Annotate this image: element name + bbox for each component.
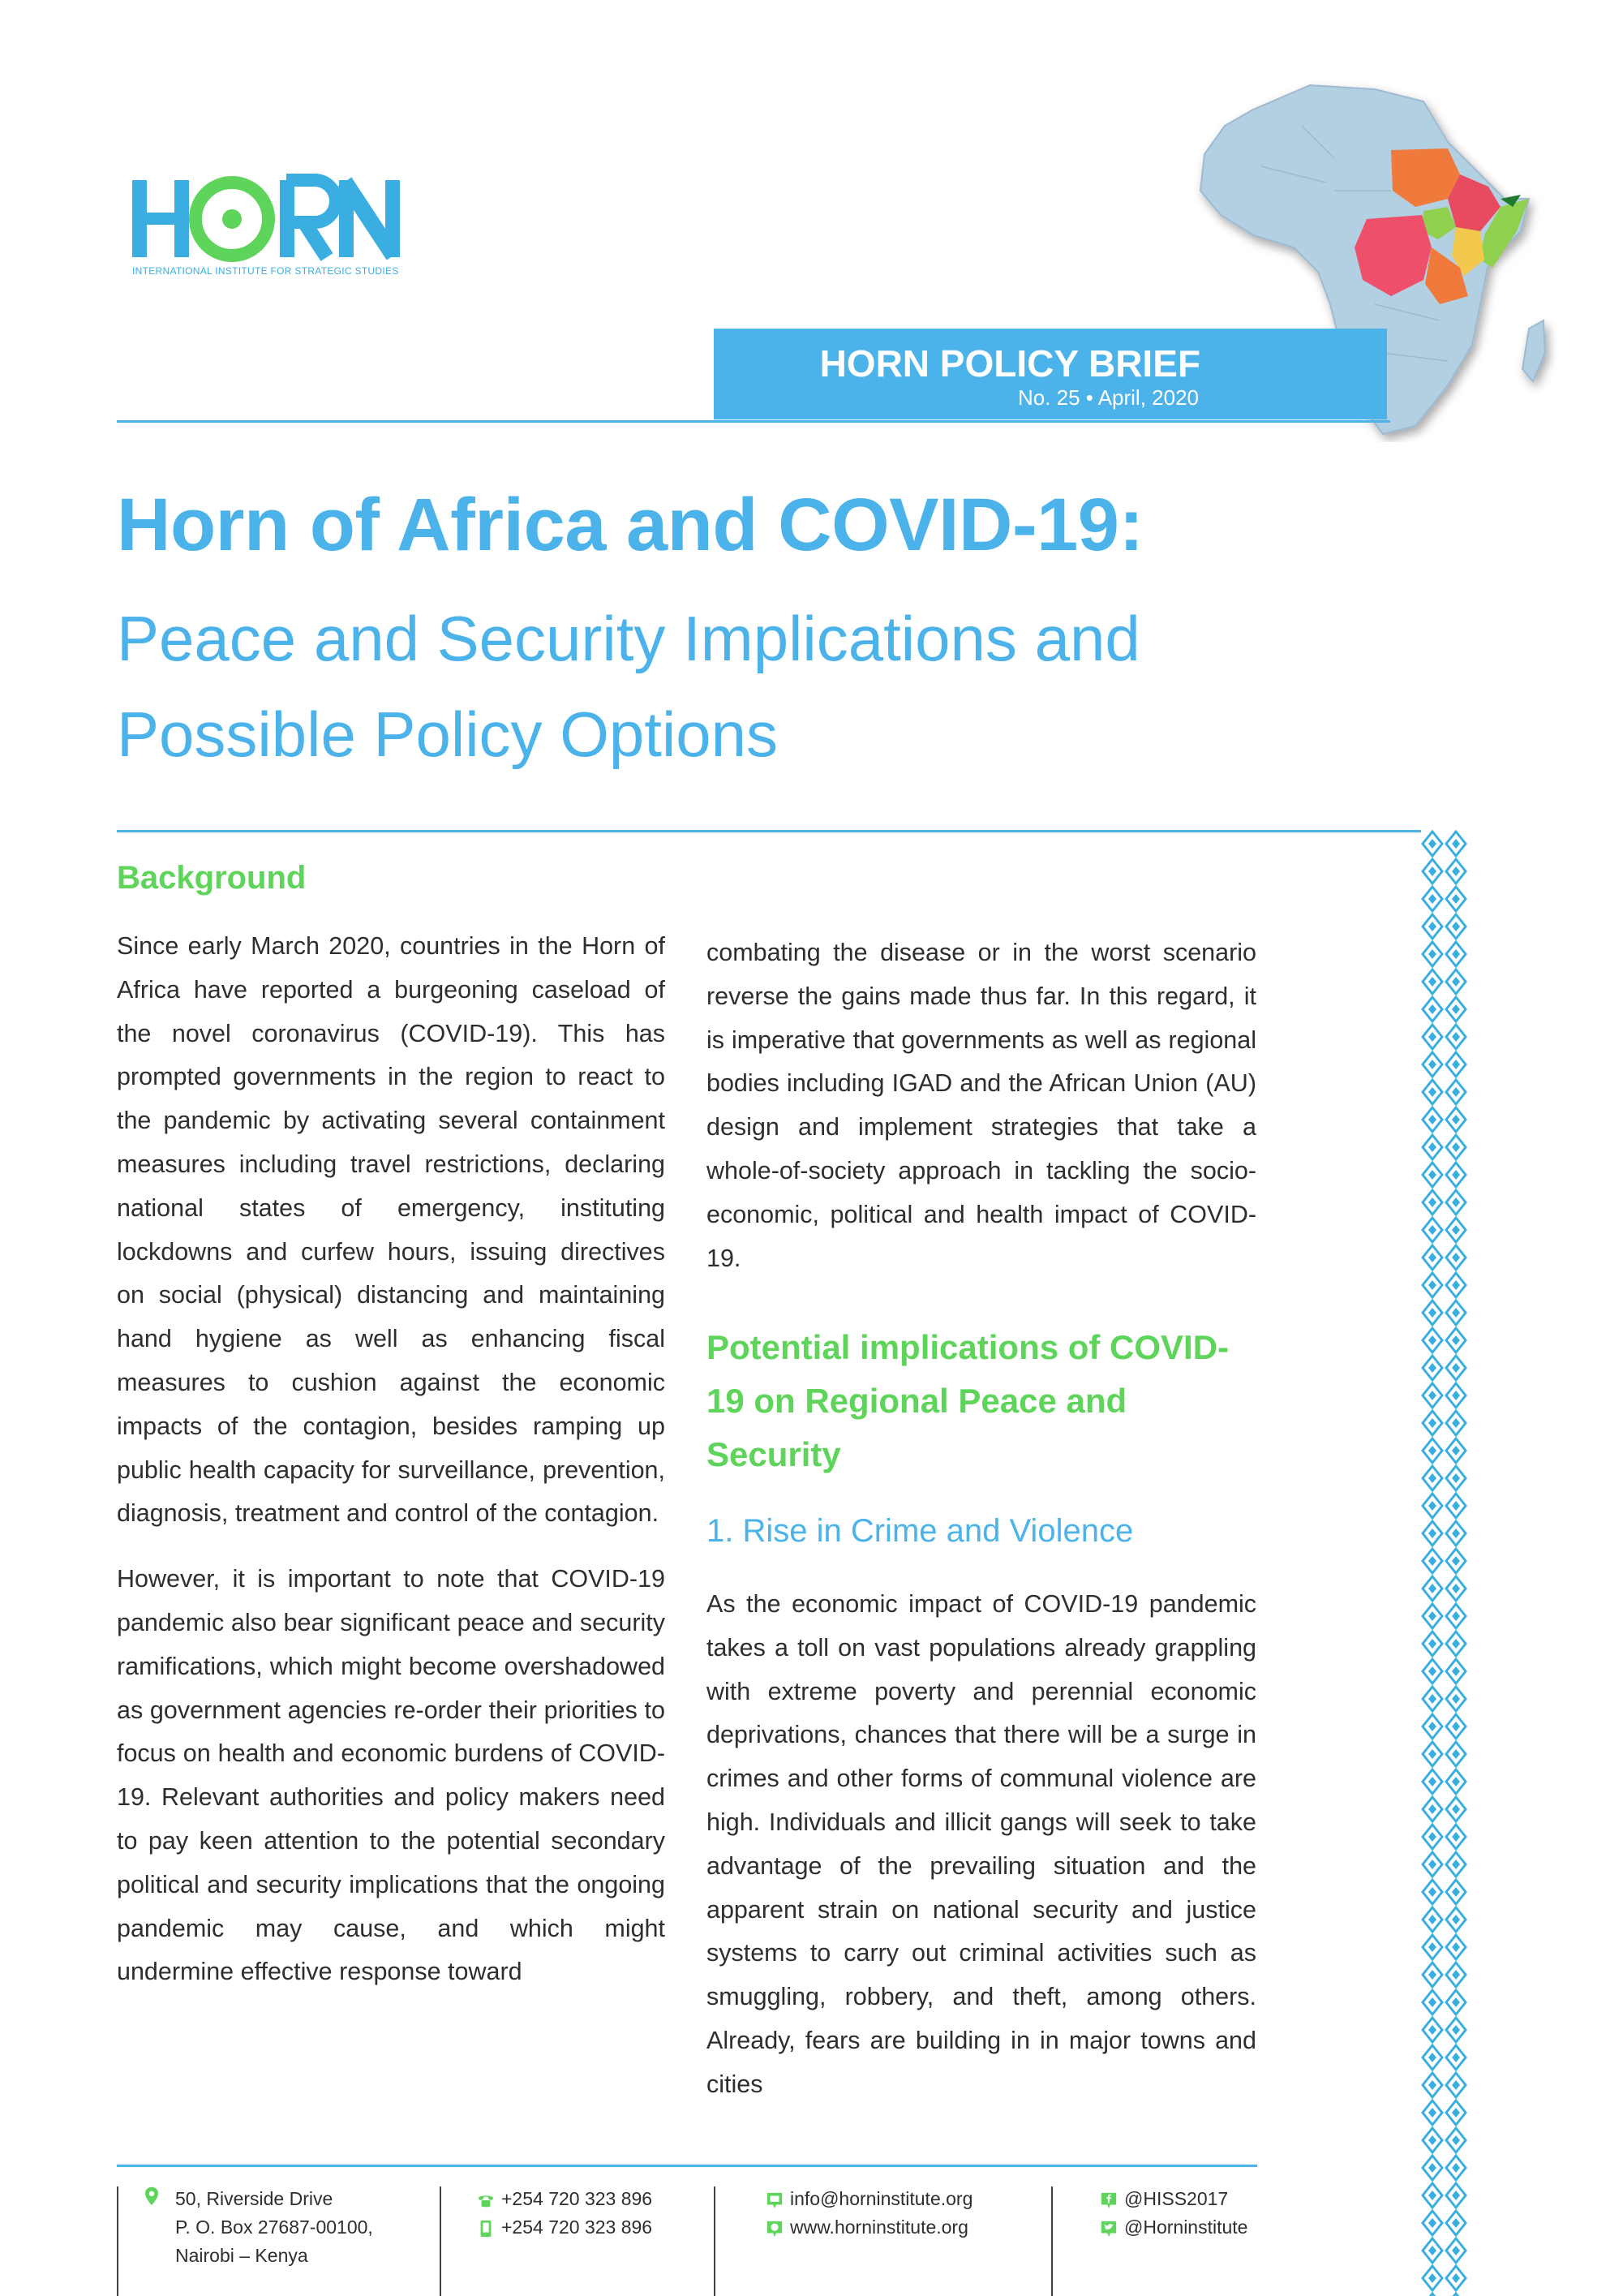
- logo-tagline: INTERNATIONAL INSTITUTE FOR STRATEGIC STUDIES: [132, 265, 399, 277]
- policy-brief-title: HORN POLICY BRIEF: [819, 342, 1200, 385]
- horn-logo-mark: [132, 172, 400, 269]
- email-link[interactable]: info@horninstitute.org: [790, 2188, 973, 2209]
- footer-separator: [117, 2186, 118, 2296]
- facebook-handle[interactable]: @HISS2017: [1124, 2188, 1229, 2209]
- section-divider: [117, 830, 1447, 832]
- website-link[interactable]: www.horninstitute.org: [790, 2216, 968, 2238]
- address-line-3: Nairobi – Kenya: [175, 2245, 308, 2266]
- twitter-icon: [1100, 2219, 1118, 2238]
- footer-social: [1100, 2185, 1247, 2242]
- phone-number-2[interactable]: +254 720 323 896: [501, 2216, 653, 2238]
- background-paragraph-2-continued: combating the disease or in the worst scenario reverse the gains made thus far. In this regard, it is imperative that governments as well as regional bodies including IGAD and the African Union (AU) design and implement strategies that take a whole-of-society approach in tackling the socio-economic, political and health impact of COVID-19.: [706, 939, 1256, 1272]
- footer-divider: [117, 2165, 1257, 2167]
- background-paragraph-2: However, it is important to note that COVID-19 pandemic also bear significant peace and security ramifications, which might become overshadowed as government agencies re-order their priorities to focus on health and economic burdens of COVID-19. Relevant authorities and policy makers need to pay keen attention to the potential secondary political and security implications that the ongoing pandemic may cause, and which might undermine effective response toward: [117, 1565, 665, 1986]
- facebook-icon: [1100, 2191, 1118, 2210]
- footer-separator: [1051, 2186, 1053, 2296]
- header-divider: [117, 420, 1390, 423]
- twitter-handle[interactable]: @Horninstitute: [1124, 2216, 1248, 2238]
- potential-implications-heading: Potential implications of COVID-19 on Regional Peace and Security: [706, 1328, 1230, 1473]
- background-paragraph-1: Since early March 2020, countries in the Horn of Africa have reported a burgeoning caseload of the novel coronavirus (COVID-19). This has prompted governments in the region to react to the pandemic by activating several containment measures including travel restrictions, declaring national states of emergency, instituting lockdowns and curfew hours, issuing directives on social (physical) distancing and maintaining hand hygiene as well as enhancing fiscal measures to cushion against the economic impacts of the contagion, besides ramping up public health capacity for surveillance, prevention, diagnosis, treatment and control of the contagion.: [117, 932, 665, 1528]
- document-subtitle: Peace and Security Implications and Possible Policy Options: [117, 603, 1140, 770]
- document-title: Horn of Africa and COVID-19:: [117, 484, 1144, 566]
- footer-online: [766, 2185, 973, 2242]
- horn-logo: [132, 172, 400, 277]
- policy-brief-issue: No. 25 • April, 2020: [1017, 385, 1199, 410]
- decorative-side-pattern: [1421, 830, 1468, 2296]
- left-column: [117, 925, 665, 1994]
- footer-separator: [714, 2186, 715, 2296]
- rise-in-crime-heading: 1. Rise in Crime and Violence: [706, 1513, 1134, 1549]
- phone-number-1[interactable]: +254 720 323 896: [501, 2188, 653, 2209]
- right-column-top: [706, 931, 1256, 1280]
- address-line-2: P. O. Box 27687-00100,: [175, 2216, 373, 2238]
- footer-address: [143, 2185, 373, 2270]
- right-column-bottom: [706, 1583, 1256, 2107]
- background-heading: Background: [117, 860, 307, 896]
- mobile-icon: [477, 2219, 495, 2238]
- email-icon: [766, 2191, 784, 2210]
- address-line-1: 50, Riverside Drive: [175, 2188, 333, 2209]
- rise-in-crime-paragraph: As the economic impact of COVID-19 pandemic takes a toll on vast populations already grappling with extreme poverty and perennial economic deprivations, chances that there will be a surge in crimes and other forms of communal violence are high. Individuals and illicit gangs will seek to take advantage of the prevailing situation and the apparent strain on national security and justice systems to carry out criminal activities such as smuggling, robbery, and theft, among others. Already, fears are building in in major towns and cities: [706, 1590, 1256, 2098]
- location-pin-icon: [143, 2186, 161, 2206]
- policy-brief-banner: [714, 329, 1387, 419]
- footer-separator: [440, 2186, 441, 2296]
- web-icon: [766, 2219, 784, 2238]
- footer-phones: [477, 2185, 652, 2242]
- phone-icon: [477, 2191, 495, 2210]
